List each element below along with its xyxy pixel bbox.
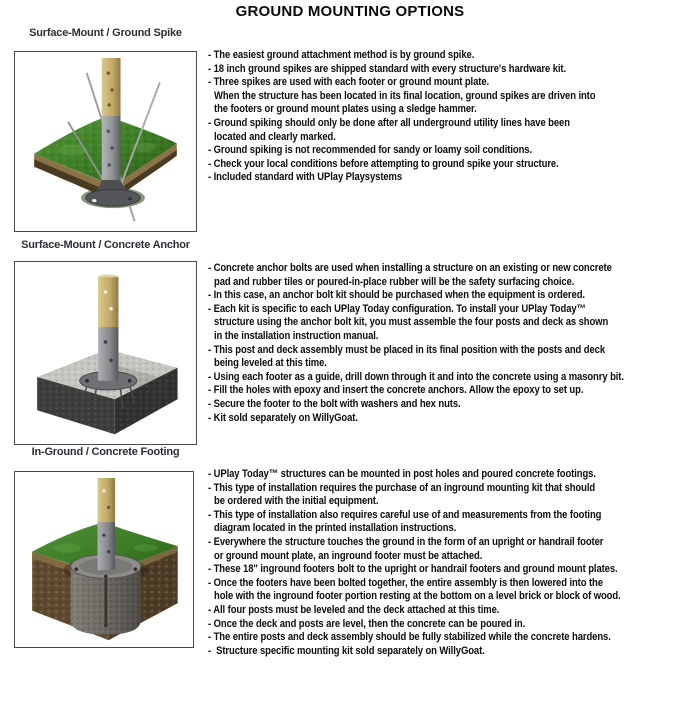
text-line: - In this case, an anchor bolt kit should be purchased when the equipment is ordered.: [208, 289, 585, 302]
text-line: - Once the deck and posts are level, then the concrete can be poured in.: [208, 617, 526, 630]
text-line: - Ground spiking is not recommended for sandy or loamy soil conditions.: [208, 144, 532, 157]
text-line: - The entire posts and deck assembly should be fully stabilized while the concrete hardens.: [208, 631, 611, 644]
section-label-ground-spike: Surface-Mount / Ground Spike: [29, 27, 182, 39]
page-title: GROUND MOUNTING OPTIONS: [235, 3, 465, 20]
text-line: - Concrete anchor bolts are used when installing a structure on an existing or new concrete: [208, 262, 612, 274]
concrete-footing-image: [21, 478, 187, 641]
text-line: - All four posts must be leveled and the deck attached at this time.: [208, 603, 500, 616]
text-line: or ground mount plate, an inground footer must be attached.: [214, 549, 483, 562]
text-line: in the installation instruction manual.: [214, 329, 379, 342]
text-line: - Everywhere the structure touches the ground in the form of an upright or handrail footer: [208, 535, 604, 548]
text-line: the footers or ground mount plates using a sledge hammer.: [214, 103, 477, 116]
text-line: - Once the footers have been bolted together, the entire assembly is then lowered into the: [208, 576, 603, 589]
text-line: - Using each footer as a guide, drill down through it and into the concrete using a masonry bit.: [208, 370, 624, 383]
section-label-concrete-footing: In-Ground / Concrete Footing: [31, 446, 180, 458]
text-line: - UPlay Today™ structures can be mounted in post holes and poured concrete footings.: [208, 468, 596, 480]
text-line: - 18 inch ground spikes are shipped standard with every structure's hardware kit.: [208, 62, 567, 75]
concrete-anchor-illustration: [14, 261, 197, 445]
text-line: diagram located in the printed installation instructions.: [214, 522, 457, 535]
text-line: - The easiest ground attachment method is by ground spike.: [208, 49, 475, 61]
concrete-anchor-text: [208, 262, 694, 425]
text-line: - Three spikes are used with each footer or ground mount plate.: [208, 76, 490, 89]
text-line: hole with the inground footer portion resting at the bottom on a level brick or block of wood.: [214, 590, 621, 603]
text-line: located and clearly marked.: [214, 130, 336, 143]
text-line: When the structure has been located in its final location, ground spikes are driven into: [214, 89, 596, 102]
text-line: - Ground spiking should only be done after all underground utility lines have been: [208, 116, 570, 129]
concrete-anchor-image: [21, 268, 190, 438]
section-label-concrete-anchor: Surface-Mount / Concrete Anchor: [21, 239, 190, 251]
text-line: - This type of installation requires the purchase of an inground mounting kit that should: [208, 481, 596, 494]
concrete-footing-text: [208, 468, 694, 658]
text-line: - This type of installation also requires careful use of and measurements from the footing: [208, 508, 602, 521]
text-line: - These 18" inground footers bolt to the upright or handrail footers and ground mount plates.: [208, 563, 618, 576]
concrete-footing-illustration: [14, 471, 194, 648]
ground-spike-text: [208, 49, 694, 185]
text-line: - Included standard with UPlay Playsystems: [208, 171, 403, 184]
text-line: - Fill the holes with epoxy and insert the concrete anchors. Allow the epoxy to set up.: [208, 384, 584, 397]
text-line: - This post and deck assembly must be placed in its final position with the posts and deck: [208, 343, 606, 356]
text-line: - Structure specific mounting kit sold separately on WillyGoat.: [208, 644, 485, 657]
text-line: pad and rubber tiles or poured-in-place rubber will be the safety surfacing choice.: [214, 275, 575, 288]
ground-spike-illustration: [14, 51, 197, 232]
text-line: be ordered with the initial equipment.: [214, 495, 379, 508]
text-line: - Each kit is specific to each UPlay Today configuration. To install your UPlay Today™: [208, 302, 586, 315]
text-line: - Secure the footer to the bolt with washers and hex nuts.: [208, 397, 461, 410]
text-line: - Check your local conditions before attempting to ground spike your structure.: [208, 157, 559, 170]
text-line: being leveled at this time.: [214, 357, 327, 370]
text-line: - Kit sold separately on WillyGoat.: [208, 411, 358, 424]
text-line: structure using the anchor bolt kit, you must assemble the four posts and deck as shown: [214, 316, 609, 329]
ground-spike-image: [21, 58, 190, 225]
